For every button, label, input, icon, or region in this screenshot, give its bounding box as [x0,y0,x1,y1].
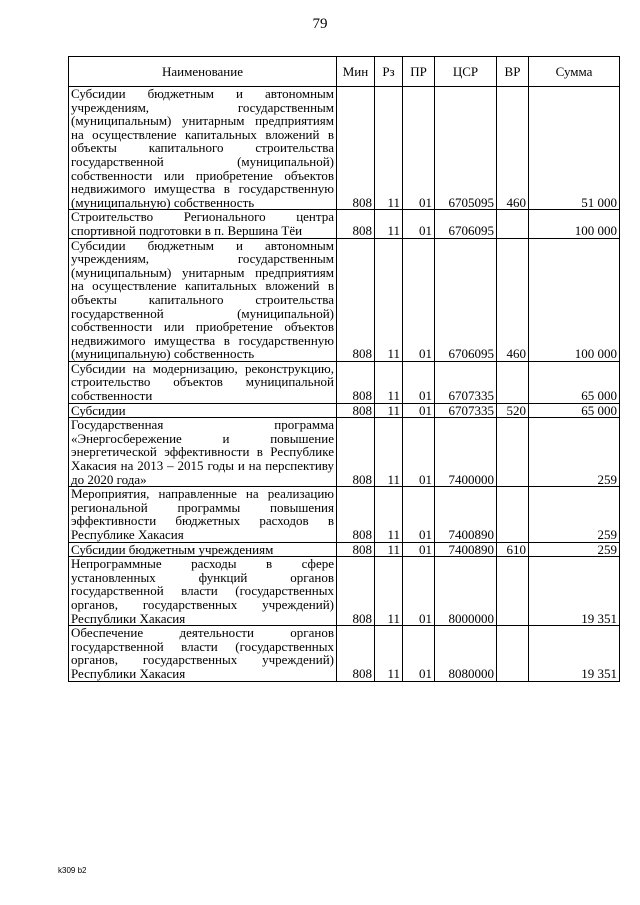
cell-min: 808 [337,557,375,626]
cell-name: Государственная программа «Энергосбережение и повышение энергетической эффективности в Республике Хакасия на 2013 – 2015 годы и на перспективу до 2020 года» [69,418,337,487]
cell-pr: 01 [403,557,435,626]
cell-rz: 11 [375,87,403,210]
cell-vr [497,557,529,626]
table-row [69,418,620,487]
cell-sum: 19 351 [529,557,620,626]
cell-name: Мероприятия, направленные на реализацию региональной программы повышения эффективности бюджетных расходов в Республике Хакасия [69,487,337,542]
table-row [69,487,620,542]
header-sum: Сумма [529,57,620,87]
cell-min: 808 [337,87,375,210]
cell-min: 808 [337,210,375,238]
cell-pr: 01 [403,542,435,557]
cell-csr: 7400890 [435,487,497,542]
cell-rz: 11 [375,418,403,487]
cell-min: 808 [337,487,375,542]
cell-csr: 8000000 [435,557,497,626]
cell-vr [497,626,529,681]
cell-rz: 11 [375,557,403,626]
cell-rz: 11 [375,542,403,557]
cell-pr: 01 [403,238,435,361]
cell-csr: 6706095 [435,238,497,361]
header-vr: ВР [497,57,529,87]
cell-sum: 100 000 [529,210,620,238]
cell-vr: 520 [497,403,529,418]
cell-name: Строительство Регионального центра спортивной подготовки в п. Вершина Тёи [69,210,337,238]
cell-vr [497,487,529,542]
header-csr: ЦСР [435,57,497,87]
cell-name: Субсидии бюджетным учреждениям [69,542,337,557]
cell-csr: 6706095 [435,210,497,238]
table-row [69,403,620,418]
cell-vr: 610 [497,542,529,557]
cell-name: Непрограммные расходы в сфере установленных функций органов государственной власти (государственных органов, государственных учреждений) Республики Хакасия [69,557,337,626]
cell-vr [497,361,529,403]
cell-rz: 11 [375,626,403,681]
table-row [69,626,620,681]
page-number: 79 [312,16,328,32]
cell-csr: 7400890 [435,542,497,557]
cell-min: 808 [337,626,375,681]
cell-pr: 01 [403,403,435,418]
header-row [69,57,620,87]
cell-sum: 259 [529,418,620,487]
cell-pr: 01 [403,210,435,238]
cell-min: 808 [337,403,375,418]
cell-rz: 11 [375,210,403,238]
cell-rz: 11 [375,238,403,361]
cell-rz: 11 [375,403,403,418]
cell-vr [497,210,529,238]
cell-pr: 01 [403,487,435,542]
cell-pr: 01 [403,626,435,681]
cell-pr: 01 [403,87,435,210]
table-body [69,87,620,682]
cell-vr: 460 [497,238,529,361]
cell-sum: 65 000 [529,403,620,418]
header-name: Наименование [69,57,337,87]
footer-code: k309 b2 [58,866,87,875]
cell-vr: 460 [497,87,529,210]
cell-name: Субсидии бюджетным и автономным учреждениям, государственным (муниципальным) унитарным предприятиям на осуществление капитальных вложений в объекты капитального строительства государственной (муниципальной) собственности или приобретение объектов недвижимого имущества в государственную (муниципальную) собственность [69,87,337,210]
cell-min: 808 [337,238,375,361]
cell-csr: 6705095 [435,87,497,210]
cell-name: Субсидии бюджетным и автономным учреждениям, государственным (муниципальным) унитарным предприятиям на осуществление капитальных вложений в объекты капитального строительства государственной (муниципальной) собственности или приобретение объектов недвижимого имущества в государственную (муниципальную) собственность [69,238,337,361]
cell-min: 808 [337,361,375,403]
table-row [69,542,620,557]
cell-csr: 6707335 [435,403,497,418]
cell-pr: 01 [403,361,435,403]
budget-table [68,56,620,682]
cell-name: Субсидии [69,403,337,418]
cell-min: 808 [337,418,375,487]
header-pr: ПР [403,57,435,87]
table-row [69,87,620,210]
header-min: Мин [337,57,375,87]
cell-sum: 259 [529,542,620,557]
cell-rz: 11 [375,361,403,403]
cell-sum: 100 000 [529,238,620,361]
cell-sum: 259 [529,487,620,542]
cell-sum: 65 000 [529,361,620,403]
cell-vr [497,418,529,487]
table-row [69,238,620,361]
table-row [69,210,620,238]
cell-csr: 8080000 [435,626,497,681]
cell-sum: 51 000 [529,87,620,210]
table-row [69,361,620,403]
cell-min: 808 [337,542,375,557]
header-rz: Рз [375,57,403,87]
cell-sum: 19 351 [529,626,620,681]
cell-csr: 6707335 [435,361,497,403]
table-row [69,557,620,626]
cell-pr: 01 [403,418,435,487]
cell-name: Субсидии на модернизацию, реконструкцию, строительство объектов муниципальной собственности [69,361,337,403]
cell-csr: 7400000 [435,418,497,487]
cell-rz: 11 [375,487,403,542]
cell-name: Обеспечение деятельности органов государственной власти (государственных органов, государственных учреждений) Республики Хакасия [69,626,337,681]
